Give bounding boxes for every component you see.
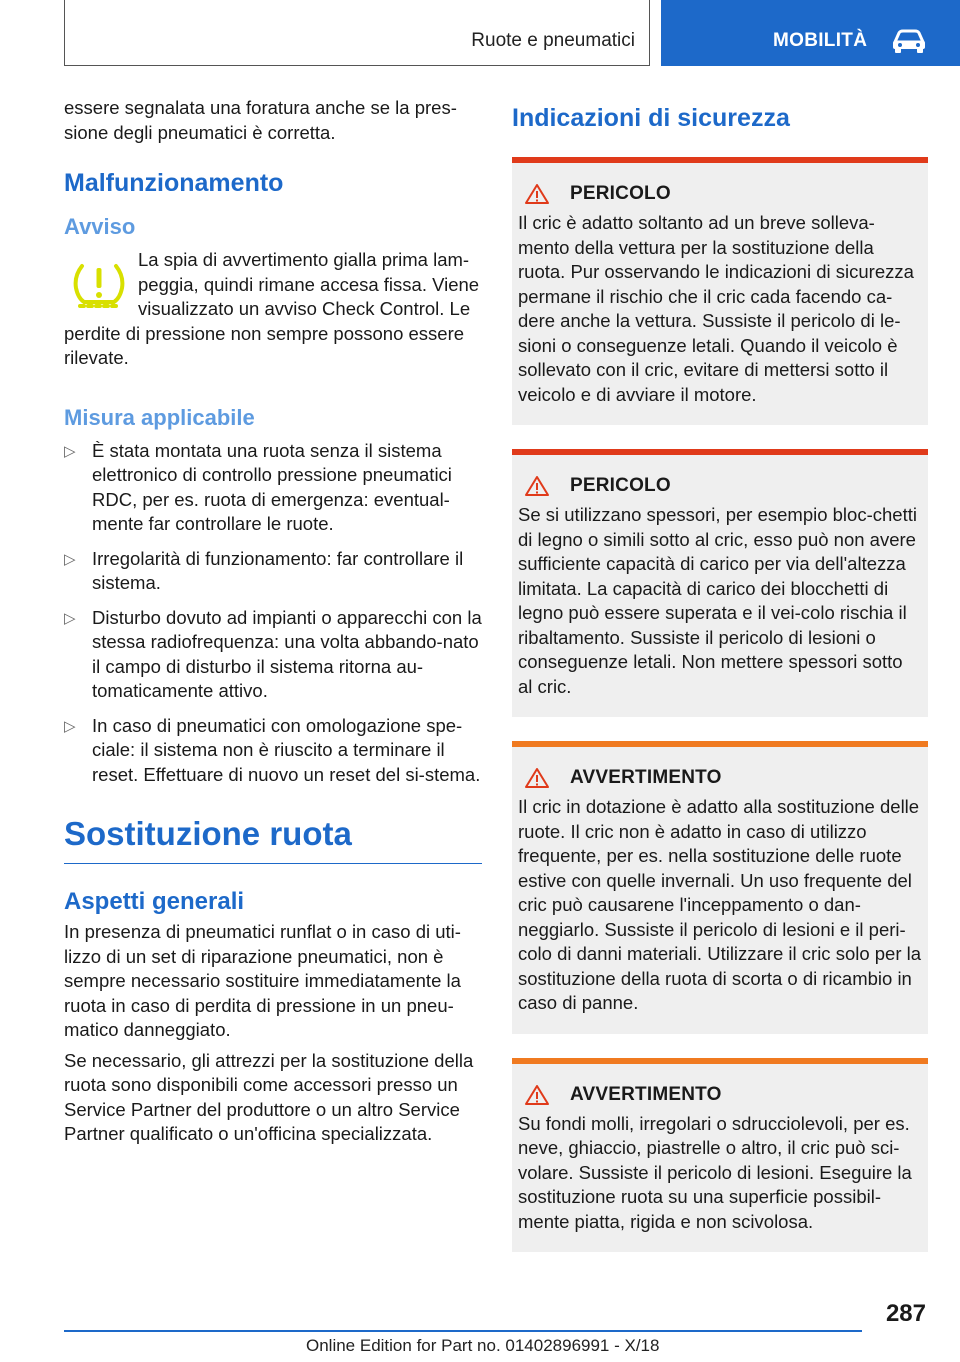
general-aspects-paragraph-2: Se necessario, gli attrezzi per la sostituzione della ruota sono disponibili come accessori presso un Service Partner del produttore o un altro Service Partner qualificato o un'officina specializzata. (64, 1049, 474, 1144)
chapter-title: MOBILITÀ (773, 30, 868, 51)
triangle-bullet-icon: ▷ (64, 442, 76, 460)
notice-block (64, 248, 482, 371)
list-item: ▷ In caso di pneumatici con omologazione spe-ciale: il sistema non è riuscito a terminare il reset. Effettuare di nuovo un reset del si-stema. (64, 714, 481, 785)
warning-box (512, 1058, 928, 1253)
box-label: AVVERTIMENTO (570, 767, 722, 788)
measure-heading: Misura applicabile (64, 404, 255, 430)
danger-box (512, 449, 928, 717)
notice-heading: Avviso (64, 214, 136, 239)
measure-list (64, 439, 482, 788)
box-header (518, 767, 922, 789)
warning-triangle-icon (524, 1084, 550, 1106)
list-item: ▷ Disturbo dovuto ad impianti o apparecchi con la stessa radiofrequenza: una volta abbando-nato il campo di disturbo il sistema ritorna au-tomaticamente attivo. (64, 606, 482, 701)
section-title: Ruote e pneumatici (471, 30, 635, 51)
general-aspects-paragraph-1: In presenza di pneumatici runflat o in caso di uti-lizzo di un set di riparazione pneumatici, non è sempre necessario sostituire immediatamente la ruota in caso di perdita di pressione in un pneu-matico danneggiato. (64, 921, 461, 1040)
header-chapter-tab (661, 0, 960, 66)
right-column (512, 96, 928, 1252)
warning-triangle-icon (524, 767, 550, 789)
box-label: PERICOLO (570, 183, 671, 204)
safety-heading: Indicazioni di sicurezza (512, 104, 790, 132)
warning-box (512, 741, 928, 1034)
triangle-bullet-icon: ▷ (64, 550, 76, 568)
warning-triangle-icon (524, 475, 550, 497)
warning-triangle-icon (524, 183, 550, 205)
left-column (64, 96, 482, 1147)
box-header (518, 475, 922, 497)
box-text: Il cric in dotazione è adatto alla sostituzione delle ruote. Il cric non è adatto in caso di utilizzo frequente, per es. nella sostituzione delle ruote estive con quelle invernali. Un uso frequente del cric può causarene l'inceppamento o dan-neggiarlo. Sussiste il pericolo di lesioni e il peri-colo di danni materiali. Utilizzare il cric solo per la sostituzione della ruota di scorta o di ricambio in caso di panne. (518, 796, 922, 1013)
box-header (518, 1084, 922, 1106)
tire-pressure-warning-icon (72, 258, 126, 310)
general-aspects-heading: Aspetti generali (64, 888, 245, 915)
box-text: Il cric è adatto soltanto ad un breve solleva-mento della vettura per la sostituzione della ruota. Pur osservando le indicazioni di sicurezza permane il rischio che il cric cada facendo ca-dere anche la vettura. Sussiste il pericolo di le-sioni o conseguenze letali. Quando il veicolo è sollevato con il cric, evitare di mettersi sotto il veicolo e di avviare il motore. (518, 212, 914, 405)
page-number: 287 (885, 1300, 926, 1327)
box-text: Su fondi molli, irregolari o sdrucciolevoli, per es. neve, ghiaccio, piastrelle o altro, il cric può sci-volare. Sussiste il pericolo di lesioni. Eseguire la sostituzione ruota su una superficie possibil-mente piatta, rigida e non scivolosa. (518, 1112, 912, 1232)
box-label: AVVERTIMENTO (570, 1083, 722, 1105)
triangle-bullet-icon: ▷ (64, 717, 76, 735)
malfunction-heading: Malfunzionamento (64, 169, 284, 197)
list-item: ▷ È stata montata una ruota senza il sistema elettronico di controllo pressione pneumatici RDC, per es. ruota di emergenza: eventual-mente far controllare le ruote. (64, 439, 452, 534)
box-header (518, 183, 922, 205)
box-label: PERICOLO (570, 475, 671, 496)
edition-note: Online Edition for Part no. 01402896991 - X/18 (306, 1336, 660, 1355)
triangle-bullet-icon: ▷ (64, 609, 76, 627)
header-section-tab (64, 0, 650, 66)
box-text: Se si utilizzano spessori, per esempio bloc-chetti di legno o simili sotto al cric, esso può non avere sufficiente capacità di carico per via dell'altezza limitata. La capacità di carico dei blocchetti di legno può essere superata e il vei-colo rischia il ribaltamento. Sussiste il pericolo di lesioni o conseguenze letali. Non mettere spessori sotto al cric. (518, 504, 917, 697)
wheel-change-heading: Sostituzione ruota (64, 815, 482, 864)
footer-divider (64, 1330, 862, 1332)
notice-text: La spia di avvertimento gialla prima lam-peggia, quindi rimane accesa fissa. Viene visualizzato un avviso Check Control. Le perdite di pressione non sempre possono essere rilevate. (64, 249, 480, 368)
danger-box (512, 157, 928, 425)
intro-paragraph: essere segnalata una foratura anche se la pres-sione degli pneumatici è corretta. (64, 97, 457, 143)
list-item: ▷ Irregolarità di funzionamento: far controllare il sistema. (64, 547, 464, 593)
car-icon (891, 28, 927, 54)
